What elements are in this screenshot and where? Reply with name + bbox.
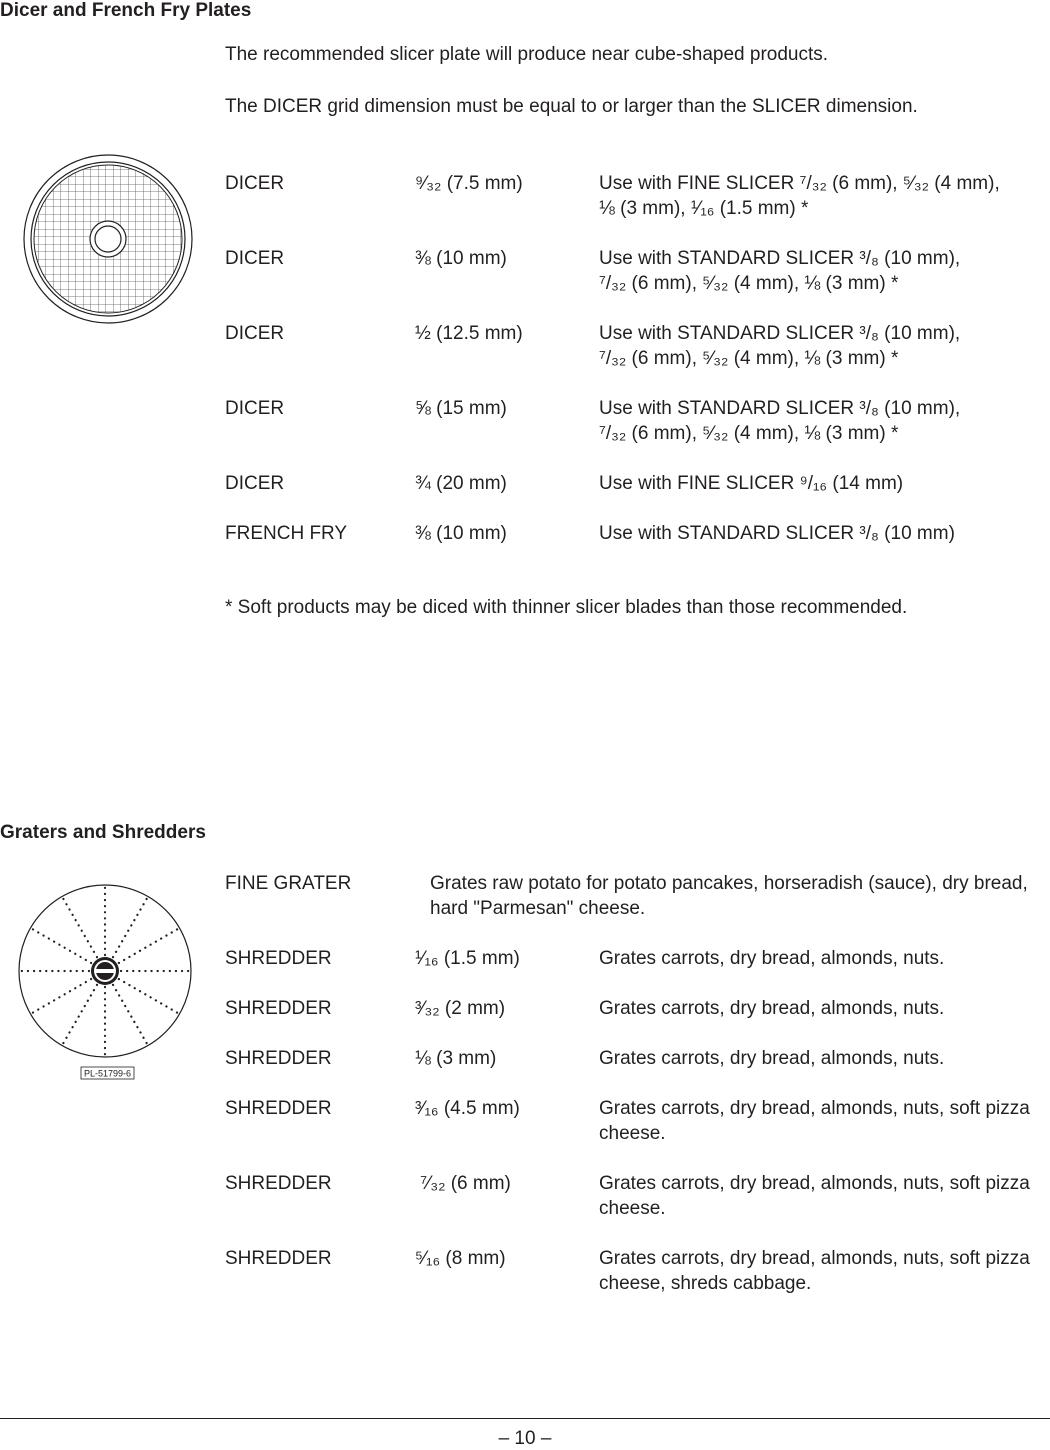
plate-name: SHREDDER	[225, 948, 332, 969]
section-heading-dicer: Dicer and French Fry Plates	[0, 0, 252, 21]
plate-description: Grates carrots, dry bread, almonds, nuts, soft pizza cheese.	[599, 1173, 1030, 1219]
plate-use-line1: Use with STANDARD SLICER ³/₈ (10 mm),	[599, 323, 961, 344]
plate-description: Grates carrots, dry bread, almonds, nuts.	[599, 948, 945, 969]
shredder-row	[225, 996, 1050, 1046]
plate-name: DICER	[225, 323, 285, 344]
plate-size: ¾ (20 mm)	[415, 473, 507, 494]
shredder-plate-illustration	[18, 882, 193, 1082]
shredder-row	[225, 1171, 1050, 1221]
figure-label: PL-51799-6	[83, 1068, 132, 1079]
dicer-row	[225, 246, 1050, 296]
plate-name: DICER	[225, 398, 285, 419]
plate-description: Grates carrots, dry bread, almonds, nuts, soft pizza cheese, shreds cabbage.	[599, 1248, 1030, 1294]
fine-grater-row	[225, 871, 1050, 921]
plate-name: DICER	[225, 473, 285, 494]
shredder-row	[225, 1096, 1050, 1146]
plate-name: FRENCH FRY	[225, 523, 348, 544]
plate-size: ⅜ (10 mm)	[415, 523, 507, 544]
plate-name: SHREDDER	[225, 1048, 332, 1069]
plate-name: SHREDDER	[225, 998, 332, 1019]
plate-description: Grates carrots, dry bread, almonds, nuts.	[599, 998, 945, 1019]
footer-rule	[0, 1418, 1050, 1419]
plate-size: ⅛ (3 mm)	[415, 1048, 497, 1069]
section-heading-graters: Graters and Shredders	[0, 822, 206, 843]
dicer-row	[225, 471, 1050, 521]
plate-use-line2: ⅛ (3 mm), ¹⁄₁₆ (1.5 mm) *	[599, 198, 809, 219]
shredder-row	[225, 1246, 1050, 1296]
plate-description: Grates carrots, dry bread, almonds, nuts.	[599, 1048, 945, 1069]
plate-use-line1: Use with FINE SLICER ⁹/₁₆ (14 mm)	[599, 473, 904, 494]
plate-use-line1: Use with STANDARD SLICER ³/₈ (10 mm),	[599, 248, 961, 269]
dicer-intro-1: The recommended slicer plate will produce near cube-shaped products.	[225, 44, 829, 65]
plate-description: Grates raw potato for potato pancakes, horseradish (sauce), dry bread, hard "Parmesan" cheese.	[430, 873, 1028, 919]
plate-size: ⅜ (10 mm)	[415, 248, 507, 269]
plate-use-line2: ⁷/₃₂ (6 mm), ⁵⁄₃₂ (4 mm), ⅛ (3 mm) *	[599, 273, 899, 294]
plate-name: DICER	[225, 248, 285, 269]
plate-name: SHREDDER	[225, 1173, 332, 1194]
plate-size: ³⁄₁₆ (4.5 mm)	[415, 1098, 520, 1119]
dicer-row	[225, 321, 1050, 371]
dicer-footnote: * Soft products may be diced with thinner slicer blades than those recommended.	[225, 597, 908, 618]
plate-name: SHREDDER	[225, 1098, 332, 1119]
shredder-row	[225, 1046, 1050, 1096]
plate-size: ½ (12.5 mm)	[415, 323, 523, 344]
dicer-plate-illustration	[23, 154, 193, 324]
plate-description: Grates carrots, dry bread, almonds, nuts, soft pizza cheese.	[599, 1098, 1030, 1144]
dicer-row	[225, 396, 1050, 446]
plate-size: ⅝ (15 mm)	[415, 398, 507, 419]
dicer-row	[225, 171, 1050, 221]
shredder-row	[225, 946, 1050, 996]
plate-size: ⁷⁄₃₂ (6 mm)	[415, 1173, 511, 1194]
plate-size: ⁹⁄₃₂ (7.5 mm)	[415, 173, 523, 194]
page-number: – 10 –	[498, 1428, 552, 1449]
plate-use-line1: Use with FINE SLICER ⁷/₃₂ (6 mm), ⁵⁄₃₂ (4 mm),	[599, 173, 1000, 194]
plate-use-line1: Use with STANDARD SLICER ³/₈ (10 mm)	[599, 523, 955, 544]
plate-name: SHREDDER	[225, 1248, 332, 1269]
dicer-intro-2: The DICER grid dimension must be equal to or larger than the SLICER dimension.	[225, 96, 918, 117]
plate-use-line1: Use with STANDARD SLICER ³/₈ (10 mm),	[599, 398, 961, 419]
plate-use-line2: ⁷/₃₂ (6 mm), ⁵⁄₃₂ (4 mm), ⅛ (3 mm) *	[599, 348, 899, 369]
plate-size: ³⁄₃₂ (2 mm)	[415, 998, 506, 1019]
plate-use-line2: ⁷/₃₂ (6 mm), ⁵⁄₃₂ (4 mm), ⅛ (3 mm) *	[599, 423, 899, 444]
plate-size: ¹⁄₁₆ (1.5 mm)	[415, 948, 520, 969]
plate-name: FINE GRATER	[225, 873, 352, 894]
french-fry-row	[225, 521, 1050, 571]
plate-name: DICER	[225, 173, 285, 194]
plate-size: ⁵⁄₁₆ (8 mm)	[415, 1248, 506, 1269]
